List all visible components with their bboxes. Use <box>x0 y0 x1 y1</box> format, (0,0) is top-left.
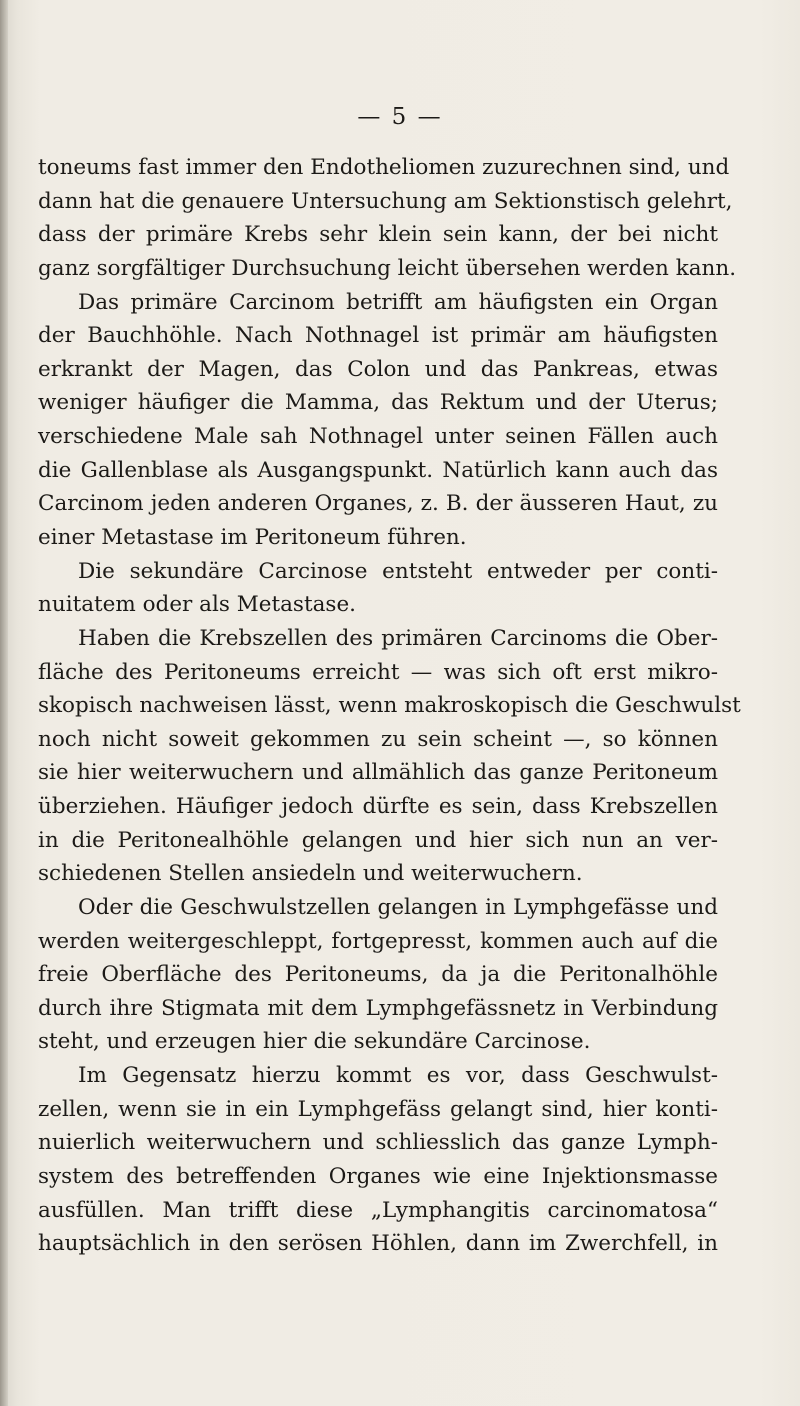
text-line: Carcinom jeden anderen Organes, z. B. der äusseren Haut, zu <box>38 491 718 517</box>
text-line: sie hier weiterwuchern und allmählich das ganze Peritoneum <box>38 760 718 786</box>
text-line: dass der primäre Krebs sehr klein sein kann, der bei nicht <box>38 222 718 248</box>
text-line: skopisch nachweisen lässt, wenn makroskopisch die Geschwulst <box>38 693 741 719</box>
text-line: erkrankt der Magen, das Colon und das Pankreas, etwas <box>38 356 718 382</box>
text-line: in die Peritonealhöhle gelangen und hier sich nun an ver- <box>38 827 718 853</box>
text-line: Oder die Geschwulstzellen gelangen in Lymphgefässe und <box>78 894 718 920</box>
text-line: werden weitergeschleppt, fortgepresst, kommen auch auf die <box>38 928 718 954</box>
text-line: dann hat die genauere Untersuchung am Sektionstisch gelehrt, <box>38 188 733 214</box>
text-line: system des betreffenden Organes wie eine Injektionsmasse <box>38 1163 718 1189</box>
text-line: die Gallenblase als Ausgangspunkt. Natürlich kann auch das <box>38 457 718 483</box>
text-line: weniger häufiger die Mamma, das Rektum und der Uterus; <box>38 390 718 416</box>
text-line: Die sekundäre Carcinose entsteht entweder per conti- <box>78 558 718 584</box>
text-line: der Bauchhöhle. Nach Nothnagel ist primär am häufigsten <box>38 323 718 349</box>
text-line: Haben die Krebszellen des primären Carcinoms die Ober- <box>78 625 718 651</box>
text-line: schiedenen Stellen ansiedeln und weiterwuchern. <box>38 861 583 887</box>
text-line: steht, und erzeugen hier die sekundäre Carcinose. <box>38 1029 591 1055</box>
text-line: verschiedene Male sah Nothnagel unter seinen Fällen auch <box>38 424 718 449</box>
text-line: hauptsächlich in den serösen Höhlen, dann im Zwerchfell, in <box>38 1231 718 1257</box>
text-line: toneums fast immer den Endotheliomen zuzurechnen sind, und <box>38 155 730 180</box>
text-line: zellen, wenn sie in ein Lymphgefäss gelangt sind, hier konti- <box>38 1096 718 1122</box>
text-line: noch nicht soweit gekommen zu sein scheint —, so können <box>38 726 718 752</box>
text-line: überziehen. Häufiger jedoch dürfte es sein, dass Krebszellen <box>38 794 718 819</box>
text-line: ausfüllen. Man trifft diese „Lymphangitis carcinomatosa“ <box>38 1197 718 1223</box>
text-line: freie Oberfläche des Peritoneums, da ja die Peritonalhöhle <box>38 962 718 988</box>
text-line: Im Gegensatz hierzu kommt es vor, dass Geschwulst- <box>78 1063 718 1088</box>
text-line: einer Metastase im Peritoneum führen. <box>38 524 467 550</box>
text-line: nuitatem oder als Metastase. <box>38 592 356 618</box>
page-number: — 5 — <box>357 104 443 130</box>
text-line: ganz sorgfältiger Durchsuchung leicht übersehen werden kann. <box>38 255 737 281</box>
text-line: durch ihre Stigmata mit dem Lymphgefässnetz in Verbindung <box>38 995 718 1021</box>
text-line: Das primäre Carcinom betrifft am häufigsten ein Organ <box>78 289 718 315</box>
text-line: nuierlich weiterwuchern und schliesslich das ganze Lymph- <box>38 1130 718 1156</box>
text-line: fläche des Peritoneums erreicht — was sich oft erst mikro- <box>38 659 718 685</box>
